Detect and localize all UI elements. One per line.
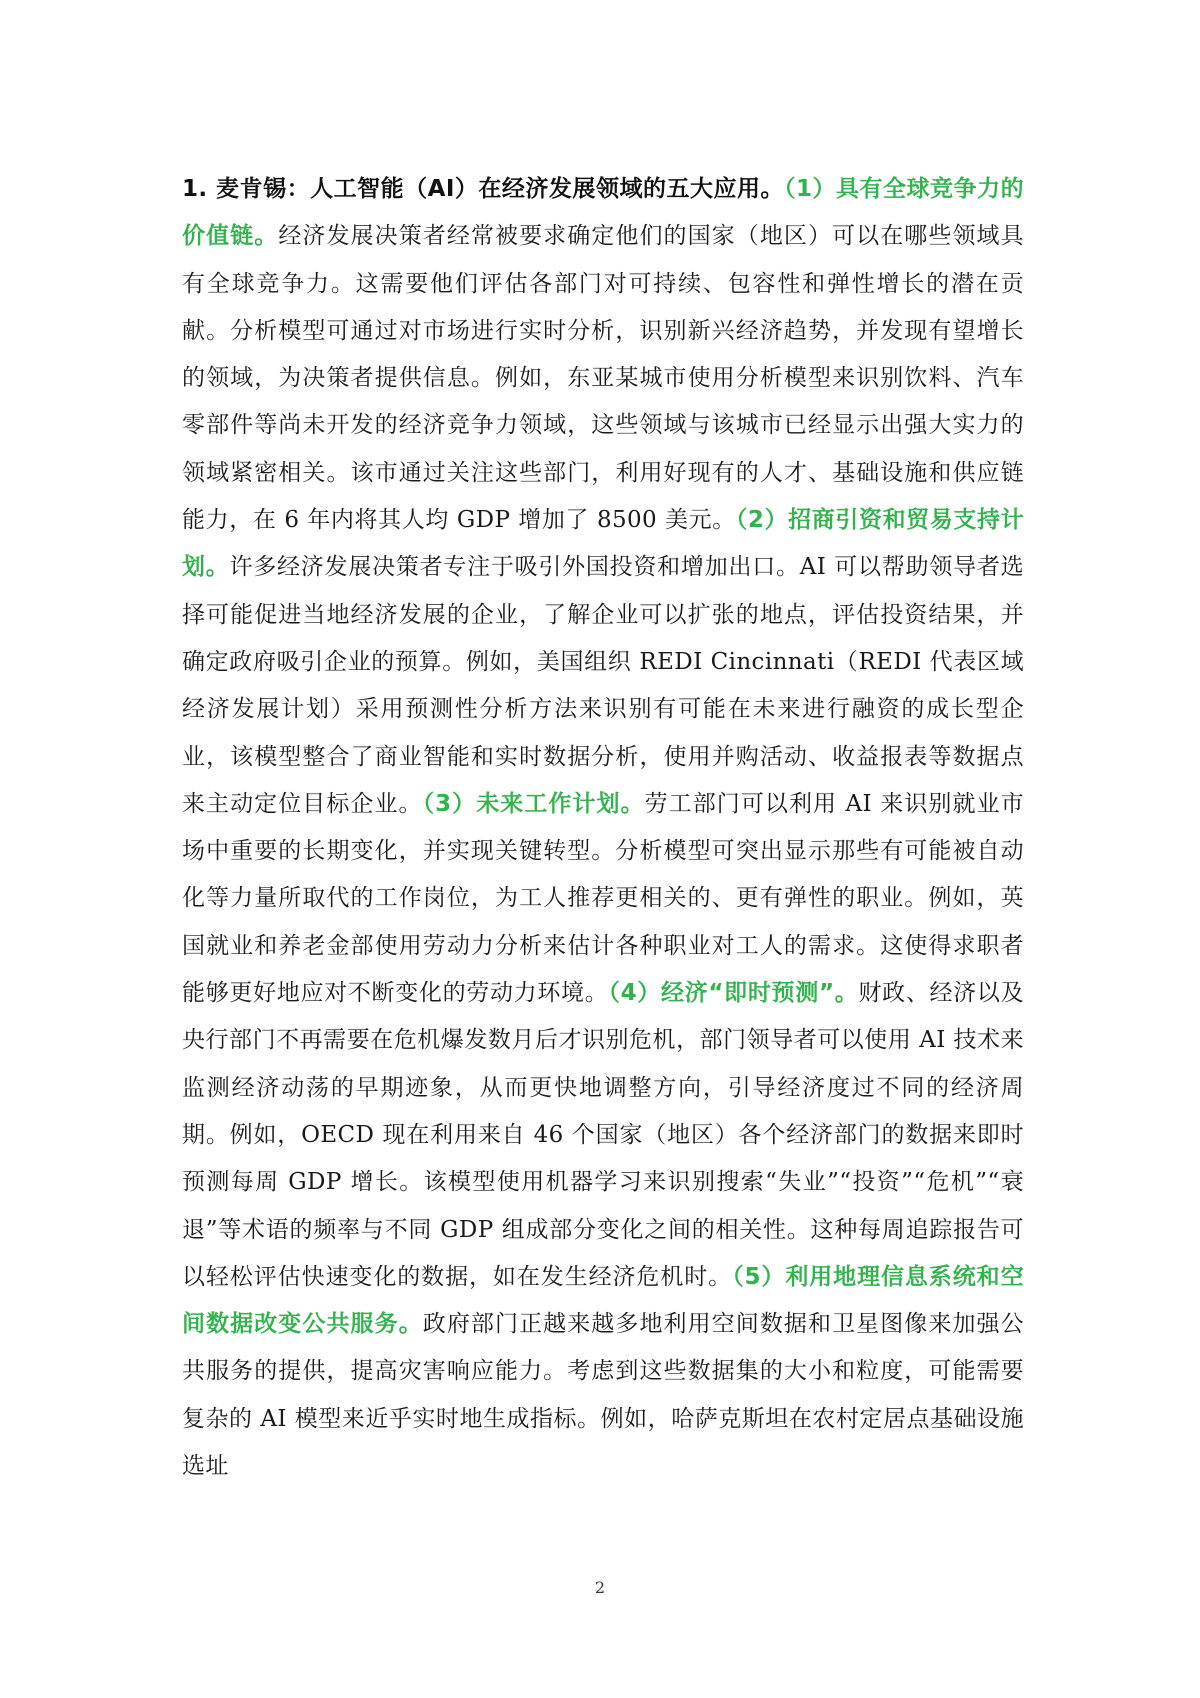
- section-heading: 1. 麦肯锡：人工智能（AI）在经济发展领域的五大应用。: [182, 176, 785, 202]
- item-text-5: 政府部门正越来越多地利用空间数据和卫星图像来加强公共服务的提供，提高灾害响应能力。考虑到这些数据集的大小和粒度，可能需要复杂的 AI 模型来近乎实时地生成指标。例如，哈萨克斯坦在农村定居点基础设施选址: [182, 1311, 1025, 1480]
- item-text-2: 许多经济发展决策者专注于吸引外国投资和增加出口。AI 可以帮助领导者选择可能促进当地经济发展的企业，了解企业可以扩张的地点，评估投资结果，并确定政府吸引企业的预算。例如，美国组织 REDI Cincinnati（REDI 代表区域经济发展计划）采用预测性分析方法来识别有可能在未来进行融资的成长型企业，该模型整合了商业智能和实时数据分析，使用并购活动、收益报表等数据点来主动定位目标企业。: [182, 554, 1024, 817]
- item-text-1: 经济发展决策者经常被要求确定他们的国家（地区）可以在哪些领域具有全球竞争力。这需要他们评估各部门对可持续、包容性和弹性增长的潜在贡献。分析模型可通过对市场进行实时分析，识别新兴经济趋势，并发现有望增长的领域，为决策者提供信息。例如，东亚某城市使用分析模型来识别饮料、汽车零部件等尚未开发的经济竞争力领域，这些领域与该城市已经显示出强大实力的领域紧密相关。该市通过关注这些部门，利用好现有的人才、基础设施和供应链能力，在 6 年内将其人均 GDP 增加了 8500 美元。: [182, 223, 1024, 534]
- item-text-4: 财政、经济以及央行部门不再需要在危机爆发数月后才识别危机，部门领导者可以使用 AI 技术来监测经济动荡的早期迹象，从而更快地调整方向，引导经济度过不同的经济周期。例如，OECD 现在利用来自 46 个国家（地区）各个经济部门的数据来即时预测每周 GDP 增长。该模型使用机器学习来识别搜索“失业”“投资”“危机”“衰退”等术语的频率与不同 GDP 组成部分变化之间的相关性。这种每周追踪报告可以轻松评估快速变化的数据，如在发生经济危机时。: [182, 980, 1024, 1290]
- item-text-3: 劳工部门可以利用 AI 来识别就业市场中重要的长期变化，并实现关键转型。分析模型可突出显示那些有可能被自动化等力量所取代的工作岗位，为工人推荐更相关的、更有弹性的职业。例如，英国就业和养老金部使用劳动力分析来估计各种职业对工人的需求。这使得求职者能够更好地应对不断变化的劳动力环境。: [182, 790, 1024, 1007]
- item-title-3: （3）未来工作计划。: [422, 790, 645, 817]
- item-title-1: （1）具有全球竞争力的价值链。: [182, 176, 1024, 250]
- item-title-4: （4）经济“即时预测”。: [608, 980, 859, 1007]
- body-paragraph: [182, 166, 1024, 1490]
- item-title-5: （5）利用地理信息系统和空间数据改变公共服务。: [182, 1263, 1024, 1338]
- page-number: 2: [594, 1578, 606, 1597]
- item-title-2: （2）招商引资和贸易支持计划。: [182, 507, 1024, 581]
